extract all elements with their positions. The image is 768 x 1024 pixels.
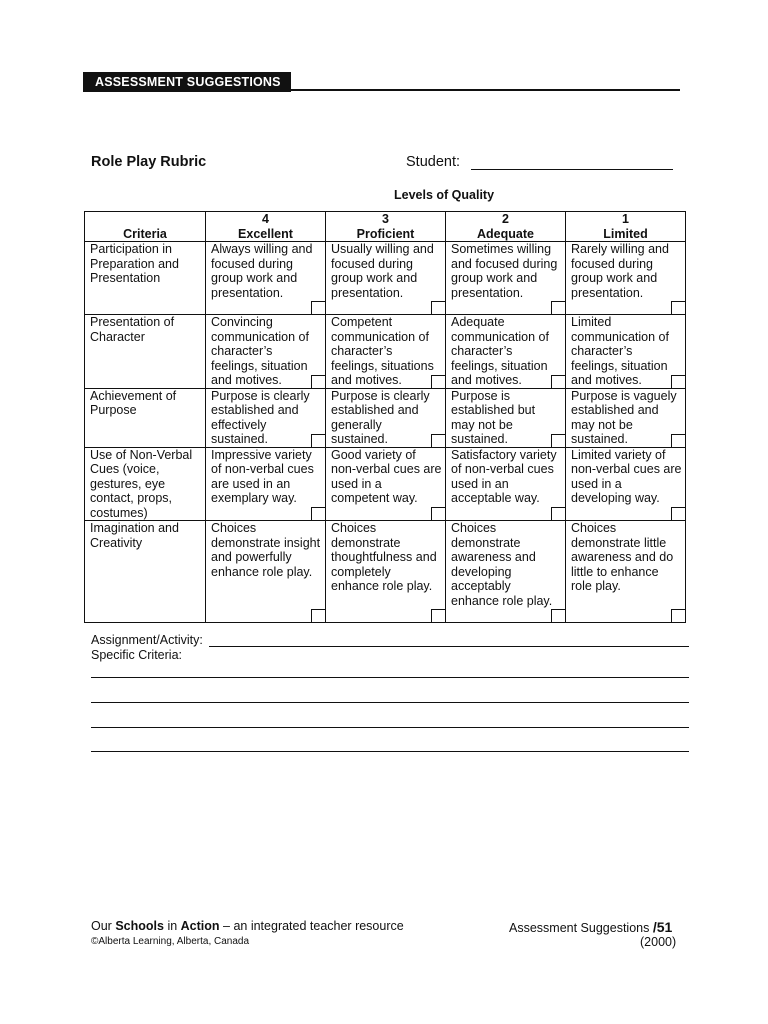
section-banner: ASSESSMENT SUGGESTIONS	[83, 72, 291, 92]
descriptor: Convincing communication of character’s feelings, situation and motives.	[211, 315, 309, 387]
score-checkbox[interactable]	[551, 434, 565, 447]
rubric-cell	[206, 447, 326, 521]
rubric-cell	[326, 242, 446, 315]
rubric-cell	[566, 315, 686, 389]
level-header-2	[446, 212, 566, 242]
criterion-label: Use of Non-Verbal Cues (voice, gestures, eye contact, props, costumes)	[85, 447, 206, 521]
descriptor: Usually willing and focused during group work and presentation.	[331, 242, 434, 300]
level-name: Excellent	[238, 226, 293, 241]
rubric-cell	[326, 315, 446, 389]
level-header-3	[326, 212, 446, 242]
rubric-cell	[566, 447, 686, 521]
footer-word: Our	[91, 919, 112, 933]
banner-rule	[291, 89, 680, 91]
copyright-notice: ©Alberta Learning, Alberta, Canada	[91, 936, 250, 947]
score-checkbox[interactable]	[431, 434, 445, 447]
descriptor: Limited communication of character’s feelings, situation and motives.	[571, 315, 669, 387]
rubric-cell	[206, 242, 326, 315]
score-checkbox[interactable]	[551, 301, 565, 314]
descriptor: Purpose is clearly established and effectively sustained.	[211, 388, 310, 446]
footer-word: Schools	[115, 919, 164, 933]
level-name: Limited	[603, 226, 648, 241]
score-checkbox[interactable]	[311, 375, 325, 388]
descriptor: Good variety of non-verbal cues are used in a competent way.	[331, 447, 442, 505]
student-label: Student:	[406, 154, 461, 170]
rubric-row	[85, 315, 686, 389]
footer-section-name: Assessment Suggestions	[509, 921, 650, 935]
footer-word: – an integrated teacher resource	[223, 919, 404, 933]
rubric-cell	[446, 242, 566, 315]
student-name-line[interactable]	[471, 169, 673, 170]
criteria-line[interactable]	[91, 677, 689, 678]
level-number: 3	[382, 212, 389, 226]
rubric-row	[85, 447, 686, 521]
score-checkbox[interactable]	[551, 507, 565, 520]
criterion-label: Participation in Preparation and Presentation	[85, 242, 206, 315]
descriptor: Limited variety of non-verbal cues are used in a developing way.	[571, 447, 682, 505]
rubric-cell	[446, 315, 566, 389]
rubric-cell	[206, 388, 326, 447]
rubric-cell	[566, 388, 686, 447]
assignment-activity-line[interactable]	[209, 646, 689, 647]
rubric-cell	[446, 521, 566, 623]
rubric-cell	[326, 521, 446, 623]
level-header-1	[566, 212, 686, 242]
footer-year: (2000)	[640, 935, 677, 949]
rubric-cell	[446, 388, 566, 447]
rubric-cell	[566, 521, 686, 623]
descriptor: Satisfactory variety of non-verbal cues used in an acceptable way.	[451, 447, 557, 505]
criteria-header: Criteria	[85, 212, 206, 242]
criteria-line[interactable]	[91, 751, 689, 752]
rubric-cell	[206, 315, 326, 389]
score-checkbox[interactable]	[551, 375, 565, 388]
score-checkbox[interactable]	[311, 507, 325, 520]
score-checkbox[interactable]	[671, 507, 685, 520]
score-checkbox[interactable]	[431, 375, 445, 388]
score-checkbox[interactable]	[431, 301, 445, 314]
score-checkbox[interactable]	[671, 609, 685, 622]
descriptor: Choices demonstrate insight and powerfully enhance role play.	[211, 521, 321, 579]
criteria-line[interactable]	[91, 702, 689, 703]
score-checkbox[interactable]	[671, 375, 685, 388]
descriptor: Rarely willing and focused during group work and presentation.	[571, 242, 669, 300]
level-name: Proficient	[356, 226, 415, 241]
score-checkbox[interactable]	[671, 301, 685, 314]
footer-word: Action	[180, 919, 220, 933]
rubric-row	[85, 521, 686, 623]
rubric-cell	[326, 388, 446, 447]
criterion-label: Imagination and Creativity	[85, 521, 206, 623]
criterion-label: Achievement of Purpose	[85, 388, 206, 447]
score-checkbox[interactable]	[671, 434, 685, 447]
rubric-table	[84, 211, 686, 623]
score-checkbox[interactable]	[431, 609, 445, 622]
rubric-row	[85, 242, 686, 315]
descriptor: Purpose is established but may not be sustained.	[451, 388, 536, 446]
descriptor: Sometimes willing and focused during group work and presentation.	[451, 242, 558, 300]
levels-of-quality-label: Levels of Quality	[394, 188, 495, 202]
score-checkbox[interactable]	[551, 609, 565, 622]
criteria-line[interactable]	[91, 727, 689, 728]
rubric-row	[85, 388, 686, 447]
specific-criteria-label: Specific Criteria:	[91, 648, 182, 662]
rubric-cell	[326, 447, 446, 521]
descriptor: Adequate communication of character’s feelings, situation and motives.	[451, 315, 549, 387]
score-checkbox[interactable]	[311, 609, 325, 622]
criterion-label: Presentation of Character	[85, 315, 206, 389]
descriptor: Choices demonstrate little awareness and do little to enhance role play.	[571, 521, 674, 593]
score-checkbox[interactable]	[431, 507, 445, 520]
score-checkbox[interactable]	[311, 434, 325, 447]
descriptor: Choices demonstrate awareness and developing acceptably enhance role play.	[451, 521, 553, 608]
level-name: Adequate	[477, 226, 534, 241]
descriptor: Competent communication of character’s feelings, situations and motives.	[331, 315, 434, 387]
footer-page-label	[509, 919, 672, 935]
descriptor: Choices demonstrate thoughtfulness and completely enhance role play.	[331, 521, 437, 593]
descriptor: Purpose is clearly established and generally sustained.	[331, 388, 430, 446]
assignment-activity-label: Assignment/Activity:	[91, 633, 203, 647]
descriptor: Impressive variety of non-verbal cues are used in an exemplary way.	[211, 447, 314, 505]
rubric-cell	[206, 521, 326, 623]
rubric-header-row	[85, 212, 686, 242]
descriptor: Purpose is vaguely established and may not be sustained.	[571, 388, 677, 446]
footer-resource-title	[91, 919, 404, 933]
descriptor: Always willing and focused during group work and presentation.	[211, 242, 313, 300]
level-number: 2	[502, 212, 509, 226]
rubric-cell	[446, 447, 566, 521]
page-title: Role Play Rubric	[91, 154, 207, 170]
level-number: 1	[622, 212, 629, 226]
page-number: /51	[652, 919, 673, 935]
footer-word: in	[167, 919, 178, 933]
rubric-cell	[566, 242, 686, 315]
level-header-4	[206, 212, 326, 242]
score-checkbox[interactable]	[311, 301, 325, 314]
level-number: 4	[262, 212, 269, 226]
